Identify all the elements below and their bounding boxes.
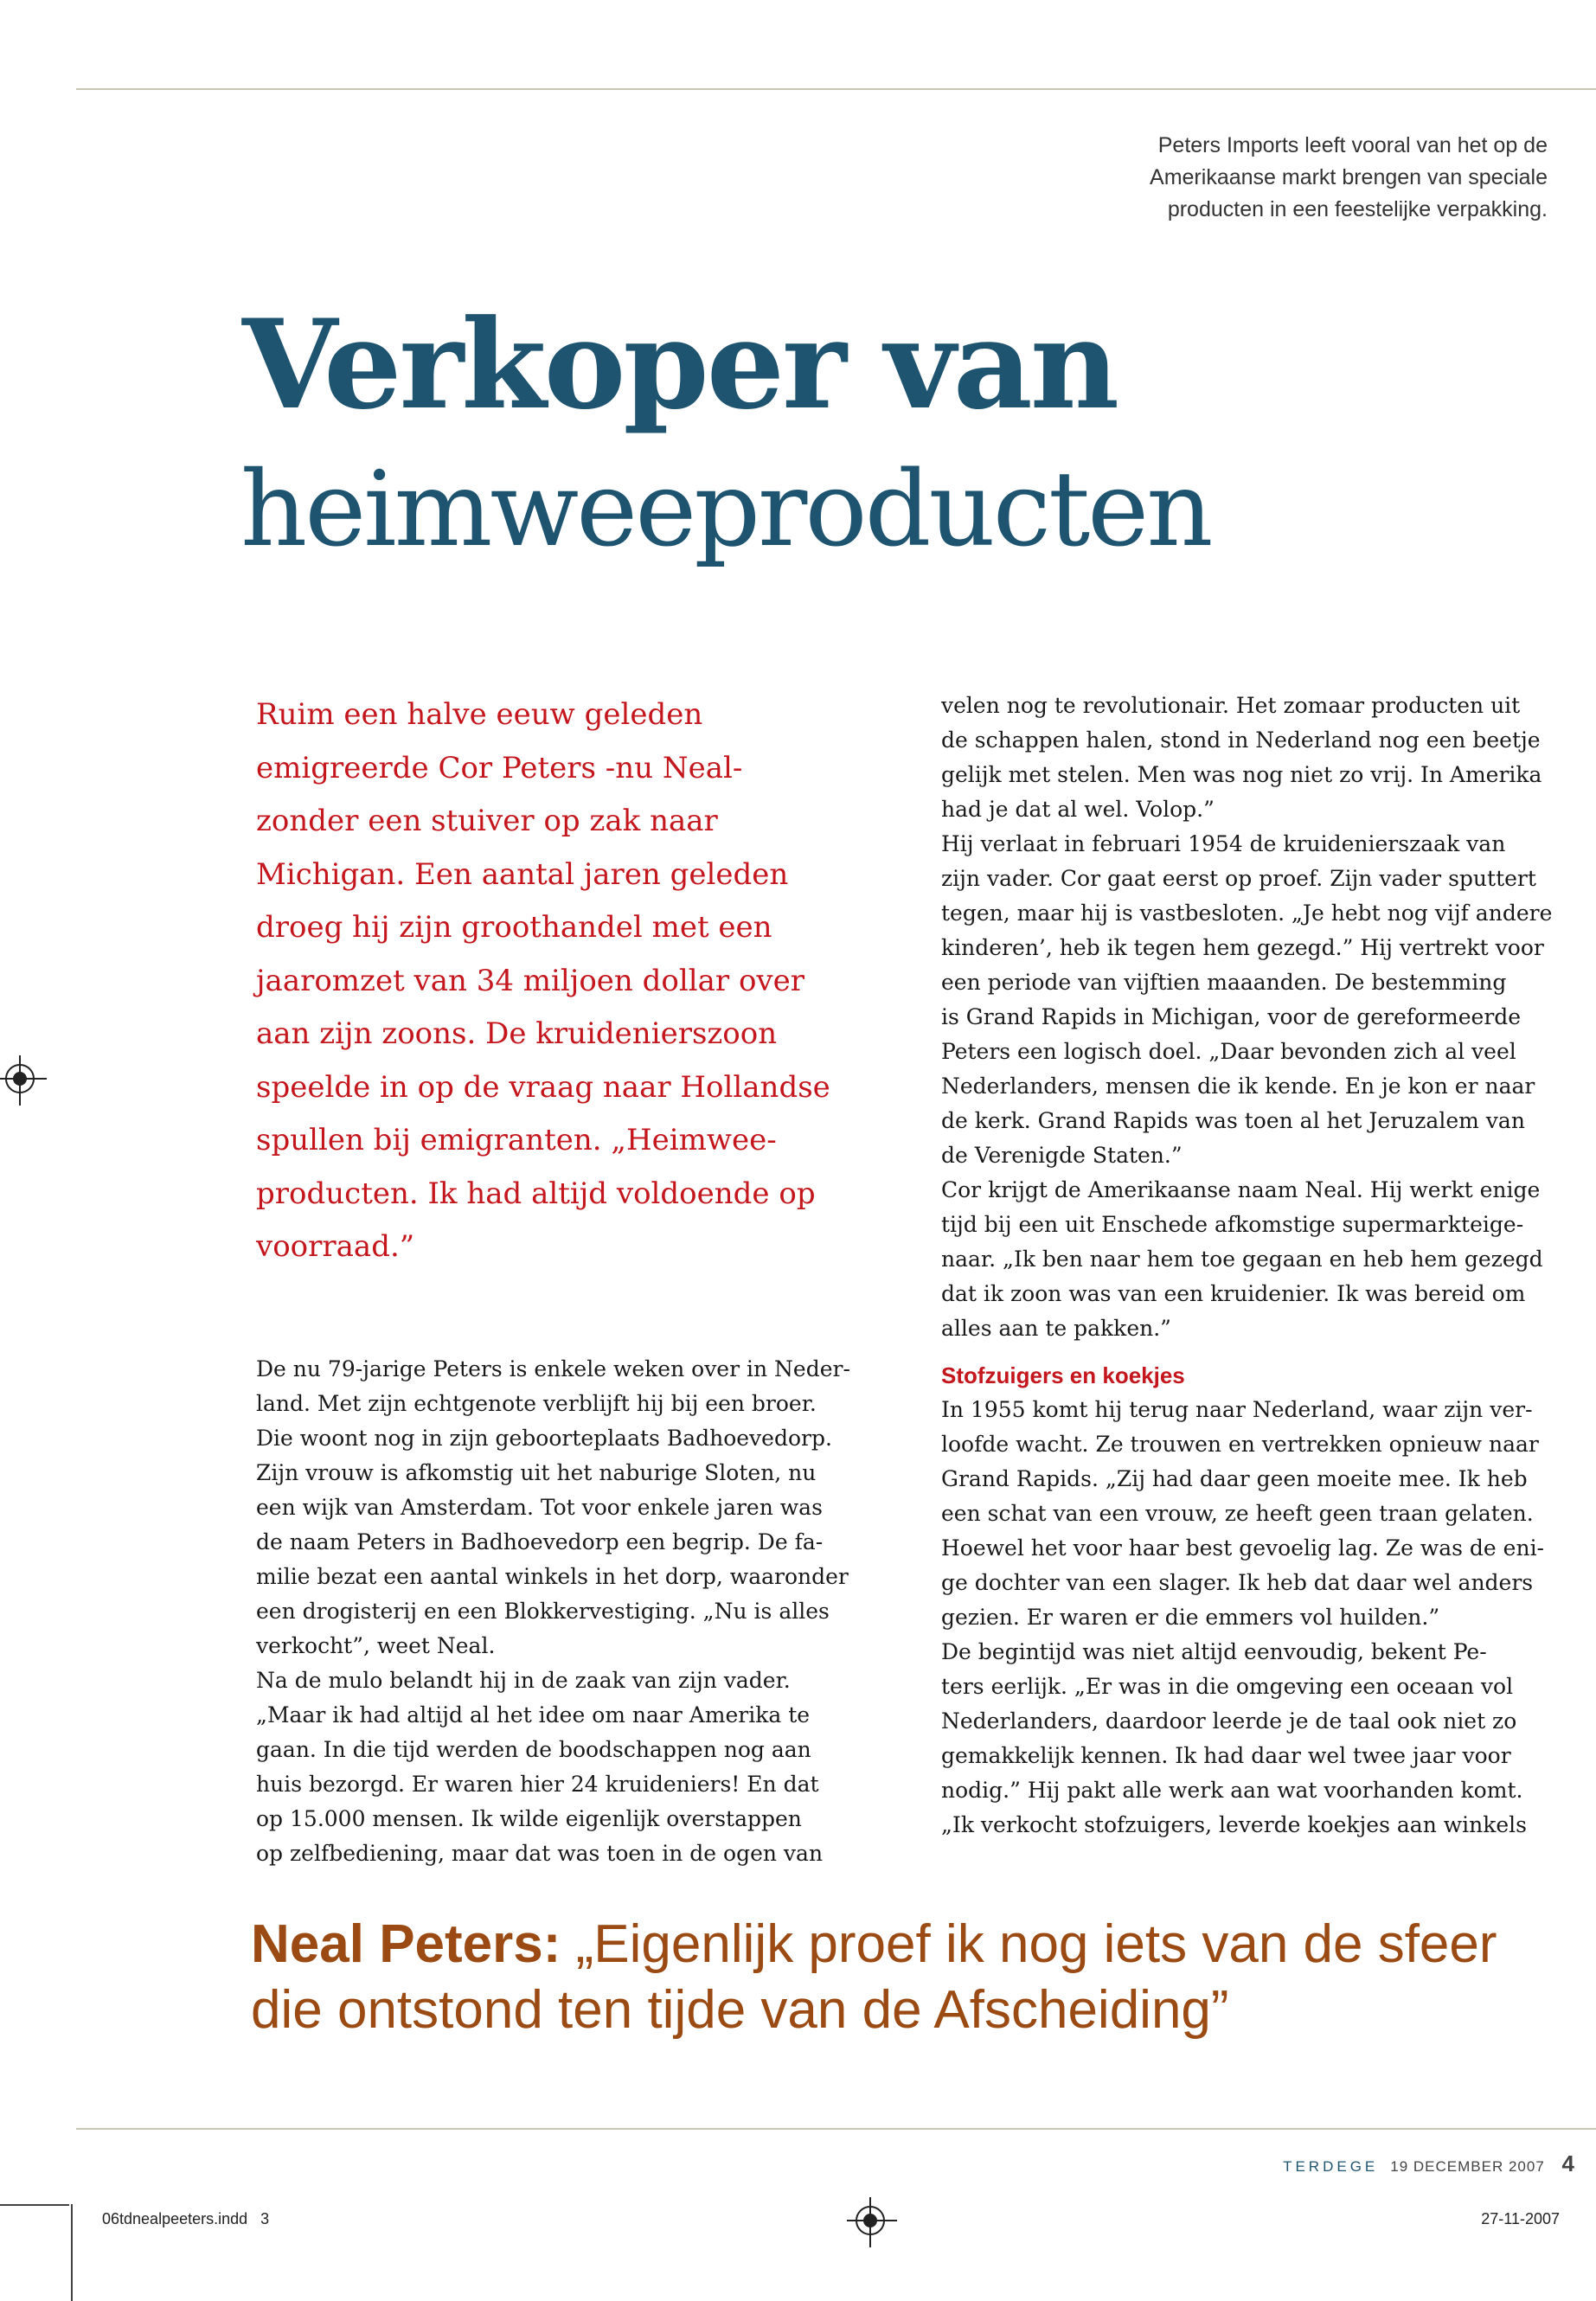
intro-line: zonder een stuiver op zak naar xyxy=(256,804,718,838)
slug-date: 27-11-2007 xyxy=(1481,2210,1560,2227)
slug-page: 3 xyxy=(260,2210,270,2227)
intro-line: aan zijn zoons. De kruidenierszoon xyxy=(256,1016,778,1051)
body-line: zijn vader. Cor gaat eerst op proef. Zijn vader sputtert xyxy=(941,866,1536,891)
body-line: gezien. Er waren er die emmers vol huilden.” xyxy=(941,1605,1440,1630)
body-line: ge dochter van een slager. Ik heb dat daar wel anders xyxy=(941,1570,1534,1595)
intro-line: speelde in op de vraag naar Hollandse xyxy=(256,1069,830,1105)
caption-line: Peters Imports leeft vooral van het op de xyxy=(1157,133,1548,157)
body-line: Hoewel het voor haar best gevoelig lag. Ze was de eni- xyxy=(941,1535,1545,1561)
body-line: „Maar ik had altijd al het idee om naar Amerika te xyxy=(256,1702,811,1727)
body-line: alles aan te pakken.” xyxy=(941,1316,1171,1341)
intro-line: droeg hij zijn groothandel met een xyxy=(256,910,772,945)
section-subheading: Stofzuigers en koekjes xyxy=(941,1362,1185,1388)
body-line: Zijn vrouw is afkomstig uit het naburige Sloten, nu xyxy=(256,1460,817,1485)
slug-file xyxy=(102,2210,269,2228)
headline-line-1: Verkoper van xyxy=(242,293,1118,437)
body-line: loofde wacht. Ze trouwen en vertrekken opnieuw naar xyxy=(941,1432,1539,1457)
body-line: Die woont nog in zijn geboorteplaats Badhoevedorp. xyxy=(256,1426,832,1451)
registration-mark-bottom-icon xyxy=(856,2206,885,2235)
body-line: op zelfbediening, maar dat was toen in de ogen van xyxy=(256,1841,824,1866)
crop-mark-horizontal xyxy=(0,2204,69,2206)
body-line: kinderen’, heb ik tegen hem gezegd.” Hij vertrekt voor xyxy=(941,935,1544,960)
body-line: tegen, maar hij is vastbesloten. „Je hebt nog vijf andere xyxy=(941,901,1553,926)
body-line: Nederlanders, daardoor leerde je de taal ook niet zo xyxy=(941,1708,1517,1734)
body-line: Peters een logisch doel. „Daar bevonden zich al veel xyxy=(941,1039,1516,1064)
folio-page-number: 4 xyxy=(1561,2150,1575,2176)
body-line: tijd bij een uit Enschede afkomstige supermarkteige- xyxy=(941,1212,1524,1237)
slug-filename: 06tdnealpeeters.indd xyxy=(102,2210,248,2227)
body-line: gelijk met stelen. Men was nog niet zo vrij. In Amerika xyxy=(941,762,1542,787)
pull-quote-text: „Eigenlijk proef ik nog iets van de sfeer xyxy=(561,1914,1497,1974)
intro-line: emigreerde Cor Peters -nu Neal- xyxy=(256,750,743,785)
body-line: de kerk. Grand Rapids was toen al het Jeruzalem van xyxy=(941,1108,1525,1133)
body-line: gemakkelijk kennen. Ik had daar wel twee jaar voor xyxy=(941,1743,1511,1768)
crop-mark-vertical xyxy=(71,2204,73,2301)
pull-quote-speaker: Neal Peters: xyxy=(251,1914,561,1974)
intro-line: Ruim een halve eeuw geleden xyxy=(256,697,703,732)
body-column-right xyxy=(941,689,1564,1843)
body-line: velen nog te revolutionair. Het zomaar producten uit xyxy=(941,693,1521,718)
intro-line: jaaromzet van 34 miljoen dollar over xyxy=(256,963,804,998)
caption-line: Amerikaanse markt brengen van speciale xyxy=(1150,165,1548,189)
body-line: een drogisterij en een Blokkervestiging. „Nu is alles xyxy=(256,1599,830,1624)
body-line: In 1955 komt hij terug naar Nederland, waar zijn ver- xyxy=(941,1397,1533,1422)
intro-line: spullen bij emigranten. „Heimwee- xyxy=(256,1123,777,1157)
body-line: milie bezat een aantal winkels in het dorp, waaronder xyxy=(256,1564,849,1589)
body-line: huis bezorgd. Er waren hier 24 kruideniers! En dat xyxy=(256,1772,819,1797)
registration-mark-left-icon xyxy=(5,1064,35,1093)
body-line: op 15.000 mensen. Ik wilde eigenlijk overstappen xyxy=(256,1806,802,1831)
caption-line: producten in een feestelijke verpakking. xyxy=(1167,197,1548,221)
intro-line: voorraad.” xyxy=(256,1229,415,1264)
body-line: Nederlanders, mensen die ik kende. En je kon er naar xyxy=(941,1074,1535,1099)
body-line: Grand Rapids. „Zij had daar geen moeite mee. Ik heb xyxy=(941,1466,1528,1491)
body-line: „Ik verkocht stofzuigers, leverde koekjes aan winkels xyxy=(941,1812,1528,1837)
pull-quote-line-2: die ontstond ten tijde van de Afscheiding” xyxy=(251,1980,1229,2040)
intro-line: Michigan. Een aantal jaren geleden xyxy=(256,856,789,892)
bottom-rule xyxy=(76,2128,1596,2130)
intro-line: producten. Ik had altijd voldoende op xyxy=(256,1176,816,1211)
body-line: Cor krijgt de Amerikaanse naam Neal. Hij werkt enige xyxy=(941,1177,1541,1202)
folio xyxy=(1283,2150,1575,2177)
body-line: ters eerlijk. „Er was in die omgeving een oceaan vol xyxy=(941,1674,1514,1699)
body-line: De begintijd was niet altijd eenvoudig, bekent Pe- xyxy=(941,1639,1487,1664)
body-line: is Grand Rapids in Michigan, voor de gereformeerde xyxy=(941,1004,1522,1029)
pull-quote-line-1 xyxy=(251,1912,1548,1977)
body-line: Hij verlaat in februari 1954 de kruidenierszaak van xyxy=(941,831,1506,856)
top-rule xyxy=(76,88,1596,90)
body-line: een schat van een vrouw, ze heeft geen traan gelaten. xyxy=(941,1501,1534,1526)
body-column-left xyxy=(256,1352,879,1871)
folio-magazine: TERDEGE xyxy=(1283,2158,1379,2175)
headline-line-2: heimweeproducten xyxy=(240,450,1211,570)
body-line: de Verenigde Staten.” xyxy=(941,1143,1183,1168)
body-line: de schappen halen, stond in Nederland nog een beetje xyxy=(941,727,1541,753)
body-line: gaan. In die tijd werden de boodschappen nog aan xyxy=(256,1737,811,1762)
body-line: nodig.” Hij pakt alle werk aan wat voorhanden komt. xyxy=(941,1778,1523,1803)
body-line: De nu 79-jarige Peters is enkele weken over in Neder- xyxy=(256,1356,850,1381)
body-line: naar. „Ik ben naar hem toe gegaan en heb hem gezegd xyxy=(941,1247,1543,1272)
photo-caption xyxy=(1011,130,1548,226)
body-line: Na de mulo belandt hij in de zaak van zijn vader. xyxy=(256,1668,791,1693)
body-line: dat ik zoon was van een kruidenier. Ik was bereid om xyxy=(941,1281,1526,1306)
body-line: had je dat al wel. Volop.” xyxy=(941,797,1215,822)
body-line: een periode van vijftien maaanden. De bestemming xyxy=(941,970,1507,995)
folio-date: 19 DECEMBER 2007 xyxy=(1390,2158,1545,2175)
body-line: een wijk van Amsterdam. Tot voor enkele jaren was xyxy=(256,1495,823,1520)
body-line: verkocht”, weet Neal. xyxy=(256,1633,496,1658)
intro-lead xyxy=(256,689,853,1274)
body-line: land. Met zijn echtgenote verblijft hij bij een broer. xyxy=(256,1391,817,1416)
body-line: de naam Peters in Badhoevedorp een begrip. De fa- xyxy=(256,1529,824,1554)
pull-quote xyxy=(251,1912,1548,2043)
